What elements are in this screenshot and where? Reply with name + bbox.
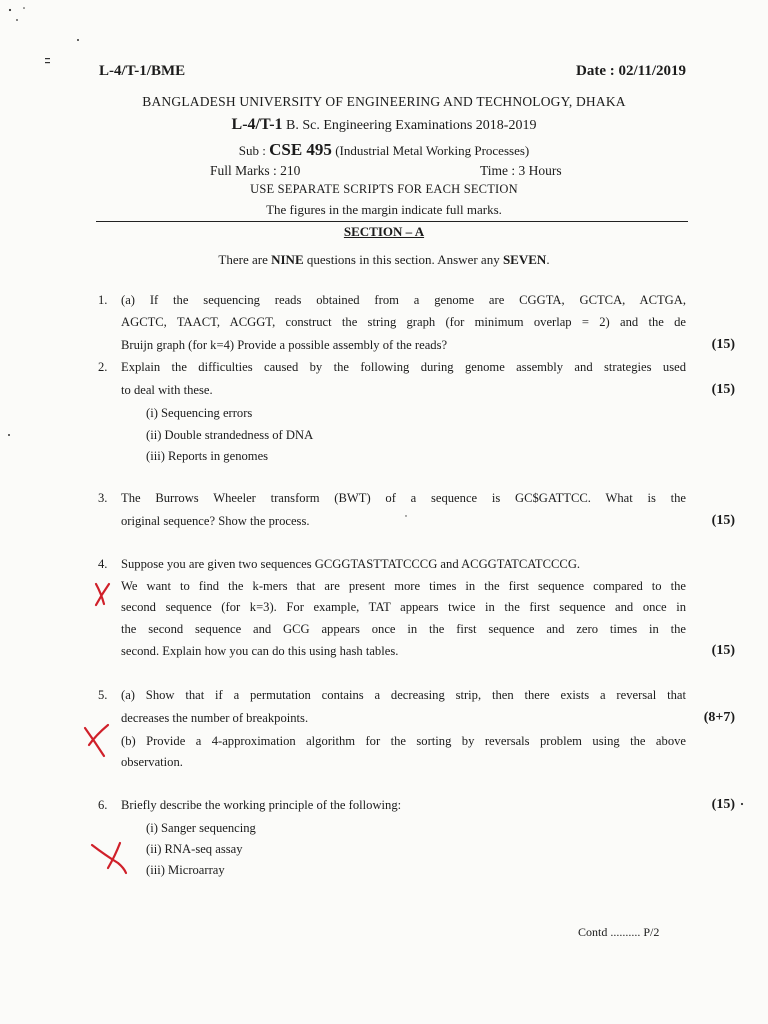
- question-6-item-1: (i) Sanger sequencing: [146, 821, 256, 835]
- question-5-line-3: (b) Provide a 4-approximation algorithm for the sorting by reversals problem using the above: [121, 734, 686, 748]
- section-instruction: There are NINE questions in this section. Answer any SEVEN.: [218, 252, 550, 267]
- question-1-marks: (15): [711, 337, 735, 352]
- question-number: 3.: [98, 491, 108, 505]
- question-number: 1.: [98, 293, 108, 307]
- section-title: SECTION – A: [343, 224, 425, 239]
- scripts-instruction: USE SEPARATE SCRIPTS FOR EACH SECTION: [250, 182, 518, 196]
- question-6-item-3: (iii) Microarray: [146, 863, 225, 877]
- question-5-line-4: observation.: [121, 755, 183, 769]
- continued-note: Contd .......... P/2: [578, 925, 660, 939]
- scan-speck: [23, 7, 25, 9]
- question-4-line-3: second sequence (for k=3). For example, TAT appears twice in the first sequence and once in: [121, 600, 686, 614]
- question-4-line-1: Suppose you are given two sequences GCGGTASTTATCCCG and ACGGTATCATCCCG.: [121, 557, 581, 571]
- question-3-line-1: The Burrows Wheeler transform (BWT) of a sequence is GC$GATTCC. What is the: [121, 491, 686, 505]
- question-3-line-2: original sequence? Show the process.: [121, 514, 310, 528]
- level-term: L-4/T-1: [231, 116, 283, 133]
- scan-speck: [741, 803, 743, 805]
- question-6-marks: (15): [711, 797, 735, 812]
- exam-time: Time : 3 Hours: [480, 163, 562, 178]
- exam-title: [0, 116, 768, 134]
- scan-speck: [45, 58, 50, 59]
- question-number: 6.: [98, 798, 108, 812]
- subject-line: [0, 140, 768, 160]
- question-4-marks: (15): [711, 643, 735, 658]
- question-2-item-1: (i) Sequencing errors: [146, 406, 253, 420]
- margin-note: The figures in the margin indicate full marks.: [266, 202, 502, 217]
- exam-name: B. Sc. Engineering Examinations 2018-2019: [286, 118, 537, 133]
- red-cross-mark-q4: [96, 584, 109, 605]
- question-2-line-1: Explain the difficulties caused by the following during genome assembly and strategies used: [121, 360, 686, 374]
- question-4-line-2: We want to find the k-mers that are present more times in the first sequence compared to the: [121, 579, 686, 593]
- course-number: CSE 495: [269, 140, 332, 159]
- question-5-marks: (8+7): [703, 710, 735, 725]
- question-2-line-2: to deal with these.: [121, 383, 213, 397]
- scan-speck: [9, 9, 11, 11]
- red-cross-mark-q5: [85, 725, 108, 756]
- question-5-line-1: (a) Show that if a permutation contains a decreasing strip, then there exists a reversal that: [121, 688, 686, 702]
- university-name: BANGLADESH UNIVERSITY OF ENGINEERING AND TECHNOLOGY, DHAKA: [142, 94, 626, 109]
- scan-speck: [77, 39, 79, 41]
- question-6-item-2: (ii) RNA-seq assay: [146, 842, 243, 856]
- question-6-line-1: Briefly describe the working principle of the following:: [121, 798, 402, 812]
- course-code: L-4/T-1/BME: [99, 63, 186, 79]
- exam-date: Date : 02/11/2019: [576, 63, 686, 79]
- scan-speck: [45, 62, 50, 63]
- course-title: (Industrial Metal Working Processes): [335, 143, 530, 158]
- question-2-item-2: (ii) Double strandedness of DNA: [146, 428, 314, 442]
- question-5-line-2: decreases the number of breakpoints.: [121, 711, 309, 725]
- scan-speck: [16, 19, 18, 21]
- question-4-line-5: second. Explain how you can do this using hash tables.: [121, 644, 399, 658]
- question-2-item-3: (iii) Reports in genomes: [146, 449, 269, 463]
- full-marks: Full Marks : 210: [210, 163, 301, 178]
- question-number: 2.: [98, 360, 108, 374]
- question-number: 4.: [98, 557, 108, 571]
- scan-speck: [8, 434, 10, 436]
- red-cross-mark-q6: [92, 843, 126, 873]
- question-1-line-2: AGCTC, TAACT, ACGGT, construct the string graph (for minimum overlap = 2) and the de: [121, 315, 686, 329]
- question-4-line-4: the second sequence and GCG appears once in the first sequence and zero times in the: [121, 622, 686, 636]
- subject-label: Sub :: [238, 143, 266, 158]
- question-1-line-3: Bruijn graph (for k=4) Provide a possible assembly of the reads?: [121, 338, 448, 352]
- question-number: 5.: [98, 688, 108, 702]
- header-divider: [96, 221, 688, 222]
- question-2-marks: (15): [711, 382, 735, 397]
- scan-speck: [405, 515, 406, 516]
- question-1-line-1: (a) If the sequencing reads obtained from a genome are CGGTA, GCTCA, ACTGA,: [121, 293, 686, 307]
- question-3-marks: (15): [711, 513, 735, 528]
